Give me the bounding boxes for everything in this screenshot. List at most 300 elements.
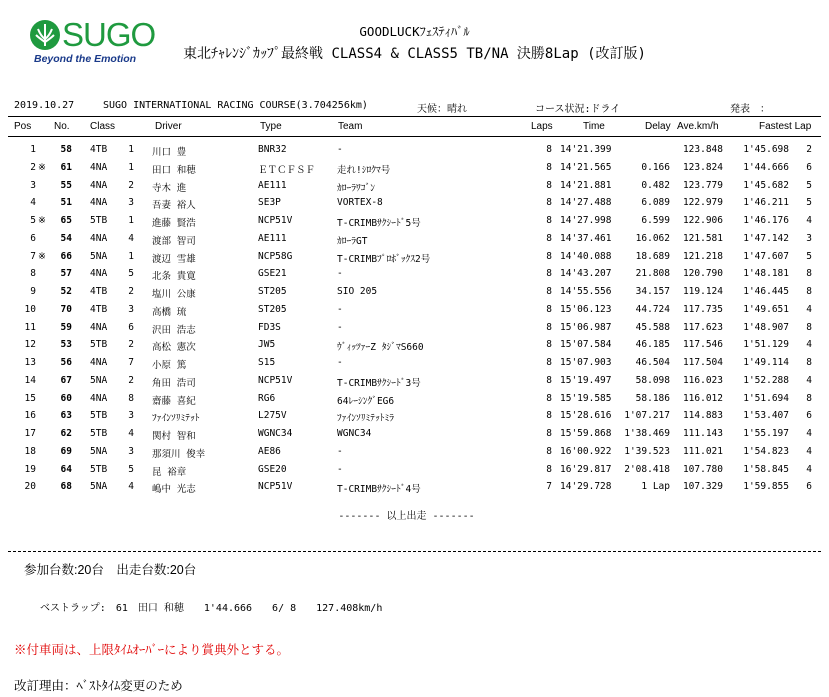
cell-delay: 0.166 <box>641 161 670 173</box>
cell-ave: 116.023 <box>682 374 723 386</box>
cell-time: 14'27.488 <box>560 197 612 209</box>
cell-laps: 8 <box>546 321 552 333</box>
cell-delay: 1'39.523 <box>624 445 670 457</box>
cell-delay: 18.689 <box>635 250 670 262</box>
cell-ci: 2 <box>128 374 134 386</box>
table-row <box>0 357 829 375</box>
cell-type: JW5 <box>258 339 276 351</box>
cell-driver: 渡辺 雪雄 <box>152 253 196 265</box>
cell-ci: 3 <box>128 410 134 422</box>
cell-team: T-CRIMBｻｸｼｰﾄﾞ5号 <box>337 218 421 229</box>
cell-pos: 19 <box>24 463 36 475</box>
cell-ave: 114.883 <box>682 410 723 422</box>
cell-pos: 5 <box>30 215 36 226</box>
cell-cls: 5TB <box>90 215 108 226</box>
cell-type: NCP51V <box>258 481 293 493</box>
cell-type: ＥＴＣＦＳＦ <box>258 164 316 176</box>
cell-driver: 川口 豊 <box>152 147 187 158</box>
cell-ave: 122.979 <box>682 197 723 209</box>
cell-no: 55 <box>60 179 72 191</box>
cell-laps: 8 <box>546 339 552 351</box>
cell-team: - <box>337 445 343 457</box>
cell-fast: 1'59.855 <box>743 481 789 493</box>
cell-mark: ※ <box>38 161 46 173</box>
cell-fast: 1'49.651 <box>743 303 789 315</box>
cell-laps: 8 <box>546 357 552 368</box>
cell-team: VORTEX-8 <box>337 197 383 209</box>
cell-fl: 8 <box>806 286 812 297</box>
cell-time: 14'27.998 <box>560 215 612 226</box>
cell-ci: 2 <box>128 286 134 297</box>
cell-fl: 4 <box>806 463 812 475</box>
cell-team: - <box>337 463 343 475</box>
cell-laps: 8 <box>546 161 552 173</box>
cell-no: 69 <box>60 445 72 457</box>
cell-time: 15'19.585 <box>560 392 612 404</box>
disqualify-note: ※付車両は、上限ﾀｲﾑｵｰﾊﾞｰにより賞典外とする。 <box>14 643 290 657</box>
cell-team: - <box>337 357 343 368</box>
cell-mark: ※ <box>38 250 46 262</box>
cell-cls: 4NA <box>90 321 108 333</box>
table-row <box>0 375 829 393</box>
cell-pos: 9 <box>30 286 36 297</box>
cell-ci: 2 <box>128 179 134 191</box>
cell-ave: 117.735 <box>682 303 723 315</box>
cell-delay: 0.482 <box>641 179 670 191</box>
cell-fast: 1'45.682 <box>743 179 789 191</box>
cell-ave: 111.021 <box>682 445 723 457</box>
cell-no: 64 <box>60 463 72 475</box>
cell-driver: 角田 浩司 <box>152 377 196 389</box>
course-name: SUGO INTERNATIONAL RACING COURSE(3.704256km) <box>103 100 368 111</box>
cell-delay: 1'38.469 <box>624 428 670 439</box>
cell-fast: 1'49.114 <box>743 357 789 368</box>
table-row <box>0 180 829 198</box>
cell-team: 走れ!ｼﾛｸﾏ号 <box>337 164 391 176</box>
cell-fl: 5 <box>806 197 812 209</box>
cell-fl: 8 <box>806 268 812 280</box>
cell-fl: 5 <box>806 250 812 262</box>
header-top-rule <box>8 116 821 117</box>
cell-type: L275V <box>258 410 287 422</box>
cell-ave: 121.581 <box>682 232 723 244</box>
cell-time: 16'29.817 <box>560 463 612 475</box>
cell-team: - <box>337 144 343 155</box>
col-class: Class <box>90 121 116 132</box>
cell-no: 54 <box>60 232 72 244</box>
cell-type: ST205 <box>258 303 287 315</box>
cell-delay: 45.588 <box>635 321 670 333</box>
cell-type: AE86 <box>258 445 281 457</box>
cell-cls: 5NA <box>90 481 108 493</box>
cell-ci: 4 <box>128 232 134 244</box>
cell-laps: 8 <box>546 144 552 155</box>
cell-team: ﾌｧｲﾝｿﾘﾐﾃｯﾄﾐﾗ <box>337 413 395 425</box>
cell-ci: 1 <box>128 215 134 226</box>
cell-team: - <box>337 303 343 315</box>
cell-team: ｶﾛｰﾗﾜｺﾞﾝ <box>337 182 376 194</box>
cell-no: 66 <box>60 250 72 262</box>
best-lap: ベストラップ: 61 田口 和穂 1'44.666 6/ 8 127.408km/h <box>40 603 383 614</box>
cell-pos: 20 <box>24 481 36 493</box>
cell-cls: 4TB <box>90 303 108 315</box>
cell-pos: 13 <box>24 357 36 368</box>
table-row <box>0 322 829 340</box>
cell-fast: 1'53.407 <box>743 410 789 422</box>
cell-no: 65 <box>60 215 72 226</box>
cell-type: BNR32 <box>258 144 287 155</box>
cell-pos: 17 <box>24 428 36 439</box>
cell-time: 16'00.922 <box>560 445 612 457</box>
cell-type: S15 <box>258 357 276 368</box>
cell-driver: 塩川 公康 <box>152 289 196 300</box>
col-fastest: Fastest Lap <box>759 121 812 132</box>
cell-ave: 117.623 <box>682 321 723 333</box>
cell-laps: 8 <box>546 268 552 280</box>
table-row <box>0 393 829 411</box>
cell-fl: 4 <box>806 215 812 226</box>
cell-ci: 2 <box>128 339 134 351</box>
cell-laps: 8 <box>546 232 552 244</box>
col-ave: Ave.km/h <box>677 121 719 132</box>
cell-type: NCP58G <box>258 250 293 262</box>
cell-pos: 3 <box>30 179 36 191</box>
cell-pos: 10 <box>24 303 36 315</box>
cell-cls: 4NA <box>90 161 108 173</box>
cell-fast: 1'47.607 <box>743 250 789 262</box>
cell-ave: 119.124 <box>682 286 723 297</box>
col-no: No. <box>54 121 70 132</box>
cell-type: GSE21 <box>258 268 287 280</box>
cell-delay: 46.185 <box>635 339 670 351</box>
cell-ci: 8 <box>128 392 134 404</box>
cell-type: ST205 <box>258 286 287 297</box>
table-row <box>0 410 829 428</box>
cell-laps: 8 <box>546 374 552 386</box>
cell-team: T-CRIMBﾌﾟﾛﾎﾞｯｸｽ2号 <box>337 253 431 265</box>
cell-team: ｶﾛｰﾗGT <box>337 235 368 247</box>
cell-driver: 齋藤 喜紀 <box>152 395 196 407</box>
cell-driver: ﾌｧｲﾝｿﾘﾐﾃｯﾄ <box>152 413 200 425</box>
cell-delay: 16.062 <box>635 232 670 244</box>
table-row <box>0 144 829 162</box>
cell-fast: 1'47.142 <box>743 232 789 244</box>
cell-no: 57 <box>60 268 72 280</box>
cell-ave: 117.504 <box>682 357 723 368</box>
cell-ave: 116.012 <box>682 392 723 404</box>
cell-time: 15'07.903 <box>560 357 612 368</box>
cell-fast: 1'52.288 <box>743 374 789 386</box>
cell-pos: 15 <box>24 392 36 404</box>
cell-ci: 3 <box>128 197 134 209</box>
cell-type: FD3S <box>258 321 281 333</box>
table-row <box>0 428 829 446</box>
cell-delay: 1 Lap <box>641 481 670 493</box>
cell-ave: 117.546 <box>682 339 723 351</box>
table-row <box>0 286 829 304</box>
cell-ave: 111.143 <box>682 428 723 439</box>
cell-team: ｳﾞｨｯﾂｧｰZ ﾀｼﾞﾏS660 <box>337 342 424 354</box>
cell-driver: 進藤 賢浩 <box>152 218 196 229</box>
cell-fast: 1'44.666 <box>743 161 789 173</box>
cell-driver: 昆 裕章 <box>152 466 187 478</box>
col-type: Type <box>260 121 282 132</box>
revision-reason: 改訂理由：ﾍﾞｽﾄﾀｲﾑ変更のため <box>14 679 183 693</box>
cell-no: 58 <box>60 144 72 155</box>
cell-cls: 5TB <box>90 339 108 351</box>
cell-mark: ※ <box>38 215 46 226</box>
cell-fl: 4 <box>806 374 812 386</box>
cell-delay: 21.808 <box>635 268 670 280</box>
cell-driver: 小原 篤 <box>152 360 187 371</box>
cell-pos: 16 <box>24 410 36 422</box>
race-date: 2019.10.27 <box>14 100 75 111</box>
table-row <box>0 339 829 357</box>
cell-laps: 8 <box>546 445 552 457</box>
cell-type: NCP51V <box>258 215 293 226</box>
cell-no: 61 <box>60 161 72 173</box>
cell-no: 62 <box>60 428 72 439</box>
cell-ave: 123.779 <box>682 179 723 191</box>
cell-driver: 高松 憲次 <box>152 342 196 354</box>
cell-time: 15'59.868 <box>560 428 612 439</box>
cell-fl: 3 <box>806 232 812 244</box>
cell-laps: 8 <box>546 392 552 404</box>
cell-team: - <box>337 268 343 280</box>
cell-delay: 6.089 <box>641 197 670 209</box>
cell-driver: 関村 智和 <box>152 431 196 442</box>
cell-cls: 5TB <box>90 410 108 422</box>
cell-fl: 6 <box>806 481 812 493</box>
col-time: Time <box>583 121 605 132</box>
col-team: Team <box>338 121 363 132</box>
cell-fl: 4 <box>806 445 812 457</box>
cell-cls: 5TB <box>90 463 108 475</box>
race-title: 東北ﾁｬﾚﾝｼﾞｶｯﾌﾟ最終戦 CLASS4 & CLASS5 TB/NA 決勝8Lap (改訂版) <box>183 46 646 62</box>
cell-delay: 58.186 <box>635 392 670 404</box>
cell-ci: 6 <box>128 321 134 333</box>
cell-pos: 6 <box>30 232 36 244</box>
cell-laps: 8 <box>546 215 552 226</box>
cell-pos: 2 <box>30 161 36 173</box>
results-table <box>0 144 829 499</box>
cell-fl: 8 <box>806 392 812 404</box>
cell-no: 70 <box>60 303 72 315</box>
cell-pos: 7 <box>30 250 36 262</box>
col-driver: Driver <box>155 121 182 132</box>
cell-time: 14'43.207 <box>560 268 612 280</box>
cell-fast: 1'55.197 <box>743 428 789 439</box>
cell-ci: 4 <box>128 428 134 439</box>
event-title: GOODLUCKﾌｪｽﾃｨﾊﾞﾙ <box>359 24 470 39</box>
cell-fl: 6 <box>806 161 812 173</box>
cell-delay: 44.724 <box>635 303 670 315</box>
cell-laps: 7 <box>546 481 552 493</box>
cell-driver: 高橋 琉 <box>152 306 187 318</box>
cell-delay: 58.098 <box>635 374 670 386</box>
announce-time: 発表 ： <box>730 104 770 115</box>
cell-laps: 8 <box>546 286 552 297</box>
cell-team: SIO 205 <box>337 286 378 297</box>
cell-team: WGNC34 <box>337 428 372 439</box>
cell-time: 14'40.088 <box>560 250 612 262</box>
cell-ave: 122.906 <box>682 215 723 226</box>
cell-driver: 吾妻 裕人 <box>152 200 196 212</box>
cell-laps: 8 <box>546 410 552 422</box>
cell-pos: 11 <box>24 321 36 333</box>
cell-time: 14'21.565 <box>560 161 612 173</box>
cell-fl: 8 <box>806 357 812 368</box>
cell-cls: 4NA <box>90 197 108 209</box>
cell-time: 15'28.616 <box>560 410 612 422</box>
cell-fl: 5 <box>806 179 812 191</box>
cell-type: GSE20 <box>258 463 287 475</box>
cell-time: 14'29.728 <box>560 481 612 493</box>
cell-time: 14'21.881 <box>560 179 612 191</box>
course-condition: コース状況:ドライ <box>535 104 621 115</box>
cell-laps: 8 <box>546 250 552 262</box>
cell-cls: 4TB <box>90 286 108 297</box>
cell-driver: 渡部 智司 <box>152 235 196 247</box>
cell-fl: 8 <box>806 321 812 333</box>
cell-fast: 1'48.907 <box>743 321 789 333</box>
cell-no: 68 <box>60 481 72 493</box>
cell-ave: 107.329 <box>682 481 723 493</box>
cell-time: 14'37.461 <box>560 232 612 244</box>
cell-fast: 1'48.181 <box>743 268 789 280</box>
table-row <box>0 481 829 499</box>
cell-ci: 1 <box>128 144 134 155</box>
cell-team: 64ﾚｰｼﾝｸﾞEG6 <box>337 395 395 407</box>
cell-no: 59 <box>60 321 72 333</box>
entry-count: 参加台数:20台 出走台数:20台 <box>24 563 197 577</box>
cell-delay: 1'07.217 <box>624 410 670 422</box>
cell-laps: 8 <box>546 179 552 191</box>
table-row <box>0 464 829 482</box>
cell-ave: 107.780 <box>682 463 723 475</box>
cell-type: NCP51V <box>258 374 293 386</box>
cell-time: 15'19.497 <box>560 374 612 386</box>
cell-delay: 34.157 <box>635 286 670 297</box>
cell-type: AE111 <box>258 232 287 244</box>
cell-time: 15'07.584 <box>560 339 612 351</box>
cell-no: 51 <box>60 197 72 209</box>
cell-ci: 1 <box>128 250 134 262</box>
cell-driver: 嶋中 光志 <box>152 484 196 496</box>
logo-brand: SUGO <box>62 16 156 53</box>
cell-type: RG6 <box>258 392 276 404</box>
cell-no: 53 <box>60 339 72 351</box>
table-row <box>0 446 829 464</box>
table-row <box>0 233 829 251</box>
cell-delay: 2'08.418 <box>624 463 670 475</box>
cell-driver: 田口 和穂 <box>152 164 196 176</box>
cell-laps: 8 <box>546 197 552 209</box>
table-row <box>0 304 829 322</box>
header-bottom-rule <box>8 136 821 137</box>
cell-fast: 1'51.129 <box>743 339 789 351</box>
cell-cls: 4NA <box>90 268 108 280</box>
cell-laps: 8 <box>546 428 552 439</box>
cell-fl: 4 <box>806 339 812 351</box>
cell-no: 63 <box>60 410 72 422</box>
cell-cls: 4NA <box>90 232 108 244</box>
cell-type: SE3P <box>258 197 281 209</box>
table-row <box>0 251 829 269</box>
cell-delay: 46.504 <box>635 357 670 368</box>
cell-pos: 1 <box>30 144 36 155</box>
cell-ci: 5 <box>128 463 134 475</box>
cell-fast: 1'45.698 <box>743 144 789 155</box>
cell-fast: 1'58.845 <box>743 463 789 475</box>
table-row <box>0 197 829 215</box>
cell-cls: 5NA <box>90 374 108 386</box>
cell-cls: 4NA <box>90 357 108 368</box>
cell-team: T-CRIMBｻｸｼｰﾄﾞ4号 <box>337 484 421 496</box>
cell-pos: 8 <box>30 268 36 280</box>
cell-no: 67 <box>60 374 72 386</box>
cell-type: AE111 <box>258 179 287 191</box>
cell-ci: 3 <box>128 445 134 457</box>
cell-driver: 北条 貴寛 <box>152 271 196 283</box>
cell-laps: 8 <box>546 463 552 475</box>
cell-no: 52 <box>60 286 72 297</box>
cell-delay: 6.599 <box>641 215 670 226</box>
cell-ave: 120.790 <box>682 268 723 280</box>
cell-cls: 5NA <box>90 445 108 457</box>
weather: 天候：晴れ <box>417 104 467 115</box>
col-pos: Pos <box>14 121 32 132</box>
cell-ci: 1 <box>128 161 134 173</box>
cell-pos: 12 <box>24 339 36 351</box>
cell-cls: 5NA <box>90 250 108 262</box>
cell-ci: 5 <box>128 268 134 280</box>
cell-cls: 4TB <box>90 144 108 155</box>
cell-no: 60 <box>60 392 72 404</box>
cell-cls: 4NA <box>90 179 108 191</box>
cell-driver: 那須川 俊幸 <box>152 448 206 460</box>
table-row <box>0 215 829 233</box>
cell-fast: 1'46.445 <box>743 286 789 297</box>
logo-tagline: Beyond the Emotion <box>34 53 137 65</box>
cell-laps: 8 <box>546 303 552 315</box>
cell-fast: 1'54.823 <box>743 445 789 457</box>
footer-rule <box>8 551 821 552</box>
cell-time: 15'06.123 <box>560 303 612 315</box>
cell-no: 56 <box>60 357 72 368</box>
cell-time: 14'55.556 <box>560 286 612 297</box>
cell-team: T-CRIMBｻｸｼｰﾄﾞ3号 <box>337 377 421 389</box>
cell-ave: 123.824 <box>682 161 723 173</box>
cell-ci: 3 <box>128 303 134 315</box>
cell-pos: 14 <box>24 374 36 386</box>
col-delay: Delay <box>645 121 671 132</box>
cell-ci: 4 <box>128 481 134 493</box>
table-row <box>0 162 829 180</box>
col-laps: Laps <box>531 121 553 132</box>
cell-pos: 18 <box>24 445 36 457</box>
cell-time: 15'06.987 <box>560 321 612 333</box>
cell-fl: 4 <box>806 428 812 439</box>
cell-fl: 2 <box>806 144 812 155</box>
cell-fast: 1'46.176 <box>743 215 789 226</box>
cell-fl: 6 <box>806 410 812 422</box>
cell-type: WGNC34 <box>258 428 293 439</box>
cell-ave: 123.848 <box>682 144 723 155</box>
cell-pos: 4 <box>30 197 36 209</box>
cell-fast: 1'46.211 <box>743 197 789 209</box>
cell-fl: 4 <box>806 303 812 315</box>
